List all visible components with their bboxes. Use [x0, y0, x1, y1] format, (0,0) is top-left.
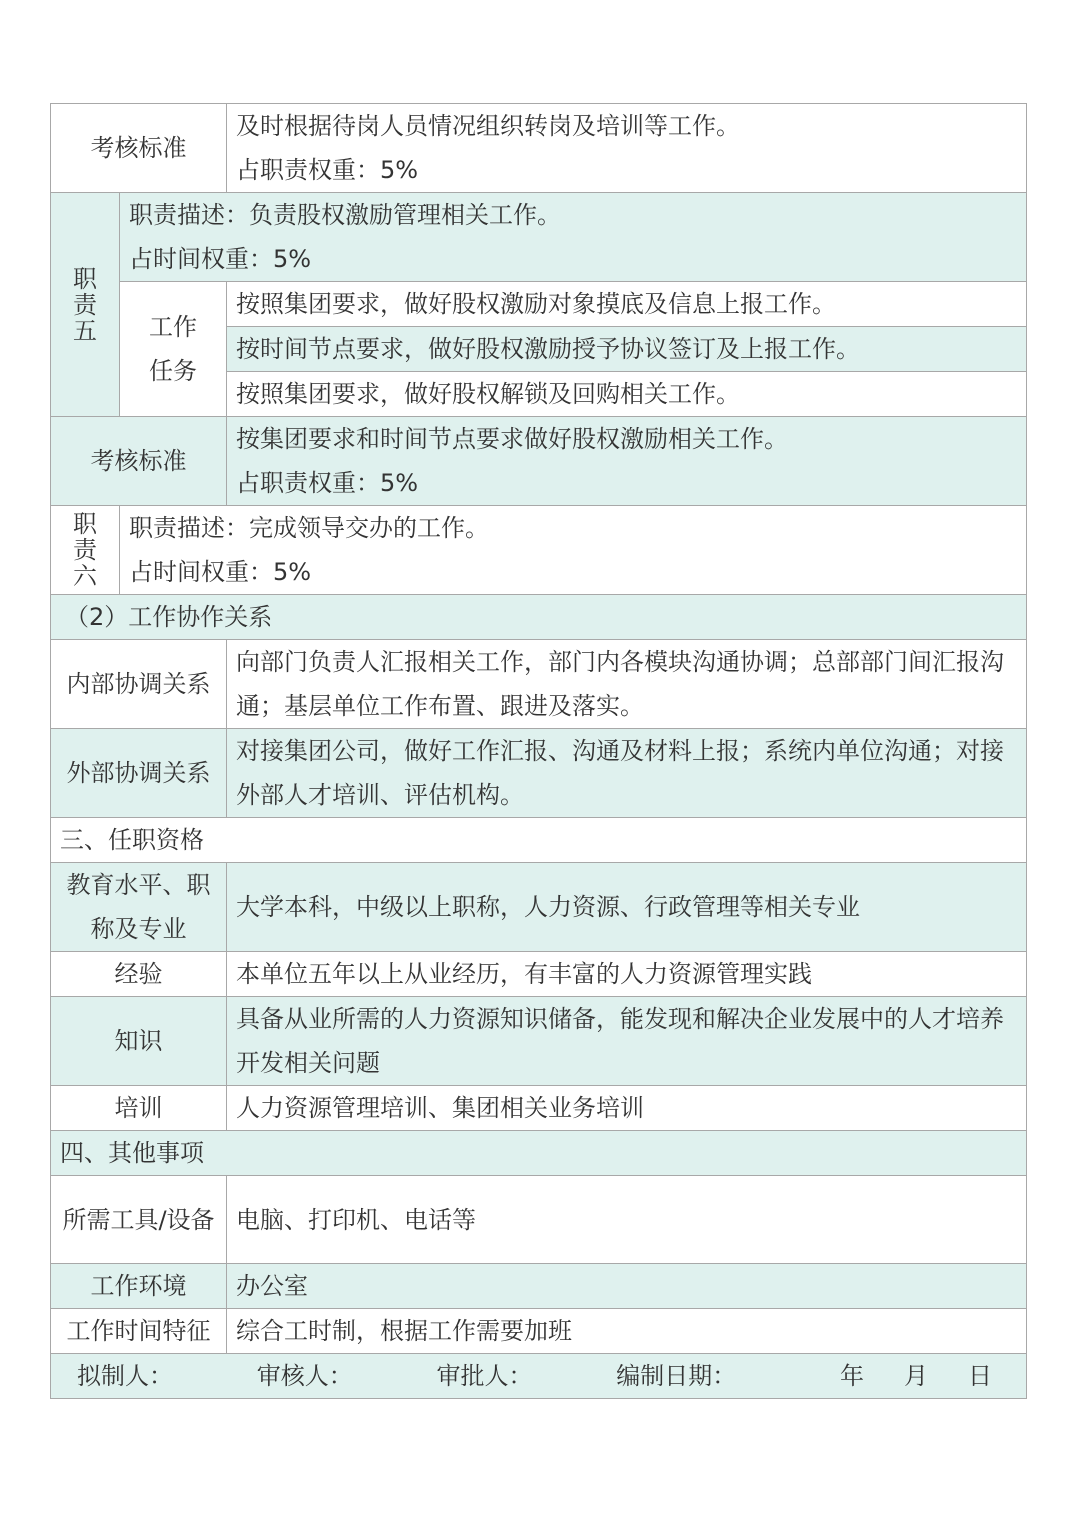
duty5-assessment-line: 按集团要求和时间节点要求做好股权激励相关工作。 [236, 425, 788, 453]
duty5-task-row [51, 282, 1027, 327]
duty5-time-weight: 占时间权重：5% [129, 245, 312, 273]
duty6-row [51, 506, 1027, 595]
duty4-assessment-label: 考核标准 [51, 104, 227, 193]
other-heading-row [51, 1131, 1027, 1176]
external-collab-row [51, 729, 1027, 818]
other-row [51, 1309, 1027, 1354]
duty5-task-2: 按时间节点要求，做好股权激励授予协议签订及上报工作。 [227, 327, 1027, 372]
qualification-label: 教育水平、职称及专业 [51, 863, 227, 952]
external-collab-text: 对接集团公司，做好工作汇报、沟通及材料上报；系统内单位沟通；对接外部人才培训、评估机构。 [227, 729, 1027, 818]
qualification-value: 人力资源管理培训、集团相关业务培训 [227, 1086, 1027, 1131]
duty6-desc: 职责描述：完成领导交办的工作。 [129, 514, 489, 542]
duty5-task-1: 按照集团要求，做好股权激励对象摸底及信息上报工作。 [227, 282, 1027, 327]
other-heading: 四、其他事项 [51, 1131, 1027, 1176]
duty5-assessment-cell [227, 417, 1027, 506]
qualification-label: 培训 [51, 1086, 227, 1131]
duty5-assessment-weight: 占职责权重：5% [236, 469, 419, 497]
duty5-desc-row [51, 193, 1027, 282]
qualification-row [51, 1086, 1027, 1131]
duty4-assessment-row [51, 104, 1027, 193]
duty5-assessment-row [51, 417, 1027, 506]
qualification-label: 知识 [51, 997, 227, 1086]
day-label: 日 [968, 1362, 992, 1390]
qualification-value: 具备从业所需的人力资源知识储备，能发现和解决企业发展中的人才培养开发相关问题 [227, 997, 1027, 1086]
signoff-cell [51, 1354, 1027, 1399]
duty5-assessment-label: 考核标准 [51, 417, 227, 506]
external-collab-label: 外部协调关系 [51, 729, 227, 818]
qualification-row [51, 997, 1027, 1086]
collab-heading: （2）工作协作关系 [51, 595, 1027, 640]
qualification-value: 大学本科，中级以上职称，人力资源、行政管理等相关专业 [227, 863, 1027, 952]
internal-collab-label: 内部协调关系 [51, 640, 227, 729]
other-value: 综合工时制，根据工作需要加班 [227, 1309, 1027, 1354]
year-label: 年 [840, 1362, 864, 1390]
qualification-value: 本单位五年以上从业经历，有丰富的人力资源管理实践 [227, 952, 1027, 997]
internal-collab-row [51, 640, 1027, 729]
date-fields [820, 1354, 1012, 1398]
duty5-desc: 职责描述：负责股权激励管理相关工作。 [129, 201, 561, 229]
month-label: 月 [904, 1362, 928, 1390]
internal-collab-text: 向部门负责人汇报相关工作，部门内各模块沟通协调；总部部门间汇报沟通；基层单位工作布置、跟进及落实。 [227, 640, 1027, 729]
duty5-task-label: 工作 任务 [120, 282, 227, 417]
duty4-assessment-weight: 占职责权重：5% [236, 156, 419, 184]
signoff-row [51, 1354, 1027, 1399]
drafter-label: 拟制人： [77, 1362, 173, 1390]
other-value: 办公室 [227, 1264, 1027, 1309]
qualifications-heading: 三、任职资格 [51, 818, 1027, 863]
other-label: 工作时间特征 [51, 1309, 227, 1354]
duty5-desc-cell [120, 193, 1027, 282]
approver-label: 审批人： [436, 1362, 533, 1390]
other-row [51, 1176, 1027, 1264]
other-row [51, 1264, 1027, 1309]
date-label: 编制日期： [616, 1362, 737, 1390]
collab-heading-row [51, 595, 1027, 640]
duty4-assessment-cell [227, 104, 1027, 193]
duty4-assessment-line: 及时根据待岗人员情况组织转岗及培训等工作。 [236, 112, 740, 140]
reviewer-label: 审核人： [256, 1362, 353, 1390]
job-description-table [50, 103, 1027, 1399]
qualification-row [51, 863, 1027, 952]
qualification-row [51, 952, 1027, 997]
duty5-label: 职 责 五 [51, 193, 120, 417]
duty6-time-weight: 占时间权重：5% [129, 558, 312, 586]
other-label: 所需工具/设备 [51, 1176, 227, 1264]
other-value: 电脑、打印机、电话等 [227, 1176, 1027, 1264]
other-label: 工作环境 [51, 1264, 227, 1309]
duty6-label: 职 责 六 [51, 506, 120, 595]
duty5-task-3: 按照集团要求，做好股权解锁及回购相关工作。 [227, 372, 1027, 417]
duty6-desc-cell [120, 506, 1027, 595]
qualification-label: 经验 [51, 952, 227, 997]
qualifications-heading-row [51, 818, 1027, 863]
